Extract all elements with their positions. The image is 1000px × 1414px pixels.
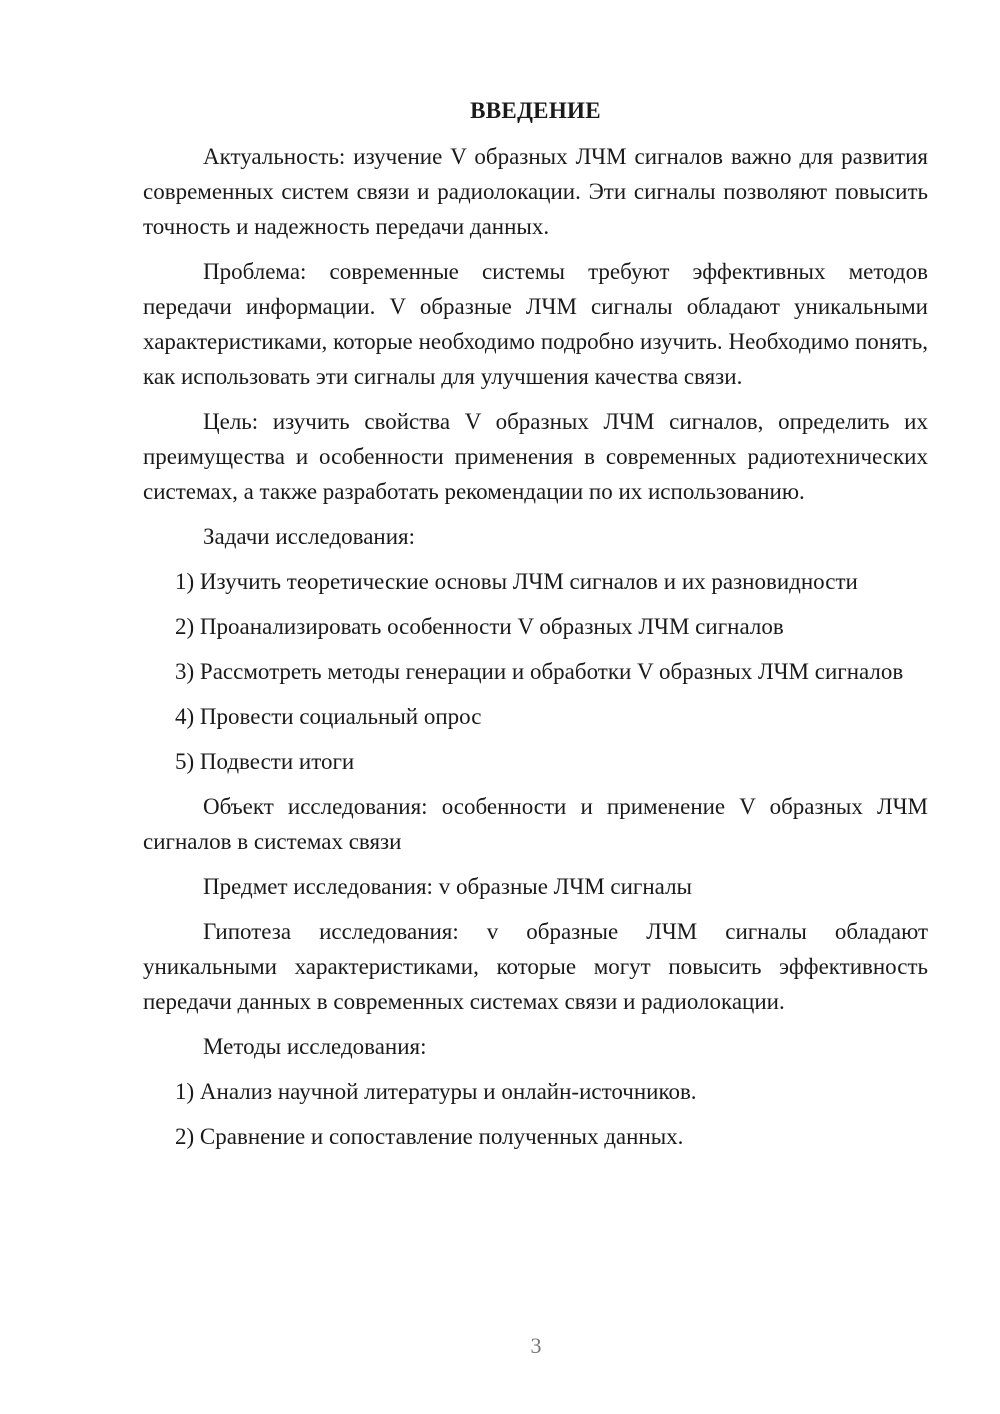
paragraph-hypothesis: Гипотеза исследования: v образные ЛЧМ сигналы обладают уникальными характеристиками, которые могут повысить эффективность передачи данных в современных системах связи и радиолокации.	[143, 919, 928, 1014]
task-list-item: 3) Рассмотреть методы генерации и обработки V образных ЛЧМ сигналов	[175, 659, 904, 684]
section-title: ВВЕДЕНИЕ	[470, 98, 601, 123]
task-list-item: 2) Проанализировать особенности V образных ЛЧМ сигналов	[175, 614, 784, 639]
paragraph-tasks-heading: Задачи исследования:	[203, 524, 416, 549]
paragraph-methods-heading: Методы исследования:	[203, 1034, 427, 1059]
task-list-item: 1) Изучить теоретические основы ЛЧМ сигналов и их разновидности	[175, 569, 858, 594]
paragraph-object: Объект исследования: особенности и применение V образных ЛЧМ сигналов в системах связи	[143, 794, 928, 854]
paragraph-relevance: Актуальность: изучение V образных ЛЧМ сигналов важно для развития современных систем связи и радиолокации. Эти сигналы позволяют повысить точность и надежность передачи данных.	[143, 144, 928, 239]
task-list-item: 5) Подвести итоги	[175, 749, 355, 774]
method-list-item: 1) Анализ научной литературы и онлайн-источников.	[175, 1079, 697, 1104]
paragraph-subject: Предмет исследования: v образные ЛЧМ сигналы	[203, 874, 693, 899]
paragraph-goal: Цель: изучить свойства V образных ЛЧМ сигналов, определить их преимущества и особенности применения в современных радиотехнических системах, а также разработать рекомендации по их использованию.	[143, 409, 928, 504]
method-list-item: 2) Сравнение и сопоставление полученных данных.	[175, 1124, 684, 1149]
page-content	[143, 92, 928, 1164]
paragraph-problem: Проблема: современные системы требуют эффективных методов передачи информации. V образные ЛЧМ сигналы обладают уникальными характеристиками, которые необходимо подробно изучить. Необходимо понять, как использовать эти сигналы для улучшения качества связи.	[143, 259, 928, 389]
page-number: 3	[530, 1333, 542, 1358]
task-list-item: 4) Провести социальный опрос	[175, 704, 482, 729]
